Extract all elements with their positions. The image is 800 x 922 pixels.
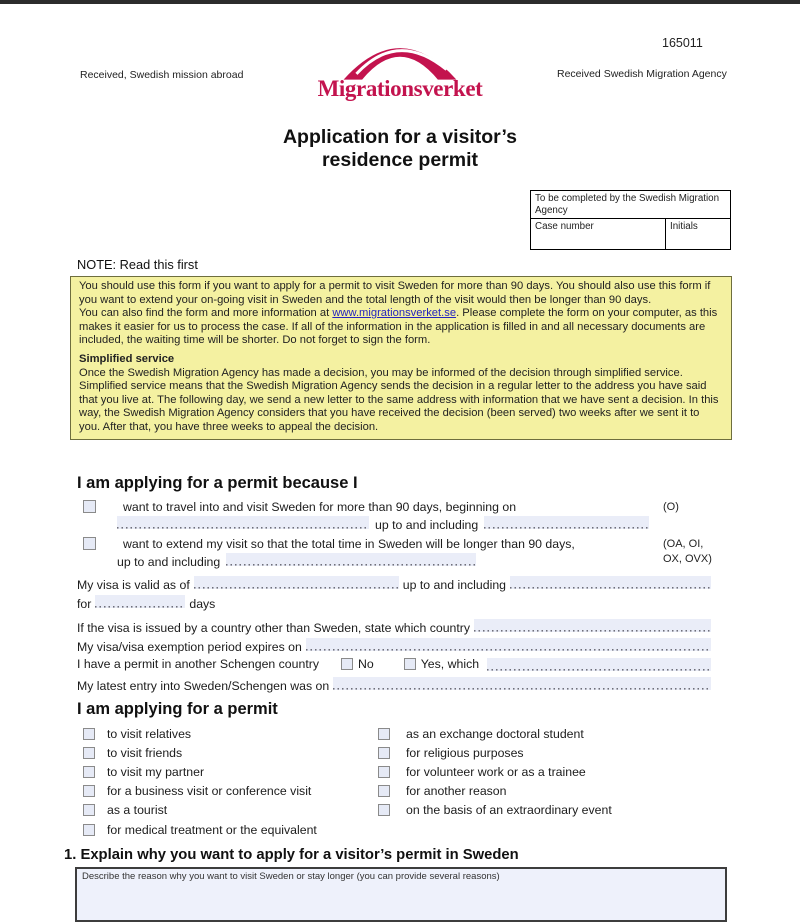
permit-item-label: for another reason (406, 784, 507, 799)
permit-item-visit-partner (77, 762, 372, 781)
permit-item-label: to visit friends (107, 745, 183, 760)
because-item2-code-line2: OX, OVX) (663, 553, 712, 565)
permit-heading: I am applying for a permit (77, 700, 278, 718)
permit-item-medical-treatment (77, 820, 372, 839)
permit-item-tourist (77, 801, 372, 820)
agency-use-box (530, 190, 731, 250)
note-label: NOTE: Read this first (77, 257, 198, 272)
note-p2-after: . Please complete the form on your computer, as this makes it easier for us to process the case. If all of the information in the application is filled in and all necessary documents are included, the waiting time will be shorter. Do not forget to sign the form. (79, 307, 718, 347)
field-latest-entry-date[interactable] (333, 677, 711, 690)
note-paragraph-3: Once the Swedish Migration Agency has made a decision, you may be informed of the decision through simplified service. Simplified service means that the Swedish Migration Agency sends the decision in a regular letter to the address you have said that you live at. The following day, we send a new letter to the same address with information that we have sent a decision. In this way, the Swedish Migration Agency considers that you have received the decision (been served) two weeks after we sent it to you. After that, you have three weeks to appeal the decision. (79, 366, 719, 433)
permit-item-doctoral-student (378, 724, 733, 743)
permit-item-business-visit (77, 782, 372, 801)
field-beginning-date[interactable] (117, 516, 369, 529)
migrationsverket-link[interactable]: www.migrationsverket.se (332, 307, 457, 320)
checkbox-another-reason[interactable] (378, 785, 390, 797)
checkbox-extraordinary-event[interactable] (378, 804, 390, 816)
permit-item-label: to visit my partner (107, 764, 205, 779)
because-item1-code: (O) (663, 501, 679, 513)
initials-cell[interactable]: Initials (670, 221, 698, 232)
checkbox-travel-visit-sweden[interactable] (83, 500, 96, 513)
note-box (70, 276, 732, 440)
checkbox-visit-partner[interactable] (83, 766, 95, 778)
because-item2-code (663, 537, 712, 567)
field-up-to-including-date[interactable] (484, 516, 649, 529)
checkbox-tourist[interactable] (83, 804, 95, 816)
title-line2: residence permit (321, 148, 479, 171)
note-p2-before: You can also find the form and more information at (79, 307, 333, 320)
permit-item-label: for a business visit or conference visit (107, 784, 312, 799)
schengen-yes-label: Yes, which (420, 657, 480, 671)
permit-left-column (77, 724, 372, 839)
permit-item-label: for religious purposes (406, 745, 524, 760)
field-visa-valid-from[interactable] (194, 576, 399, 589)
checkbox-schengen-yes[interactable] (404, 658, 416, 670)
field-visa-days[interactable] (95, 595, 185, 608)
received-mission-label: Received, Swedish mission abroad (80, 69, 244, 81)
checkbox-extend-visit[interactable] (83, 537, 96, 550)
field-visa-valid-to[interactable] (510, 576, 711, 589)
visa-valid-label: My visa is valid as of (77, 578, 190, 592)
section1-heading: 1. Explain why you want to apply for a visitor’s permit in Sweden (64, 847, 519, 863)
because-heading: I am applying for a permit because I (77, 474, 358, 492)
field-exemption-expiry[interactable] (306, 638, 711, 651)
checkbox-visit-friends[interactable] (83, 747, 95, 759)
permit-item-label: on the basis of an extraordinary event (406, 803, 612, 818)
note-paragraph-2 (79, 307, 723, 348)
visa-exemption-label: My visa/visa exemption period expires on (77, 640, 302, 654)
page-title (0, 126, 800, 171)
checkbox-medical-treatment[interactable] (83, 824, 95, 836)
permit-item-religious-purposes (378, 743, 733, 762)
permit-item-label: to visit relatives (107, 726, 192, 741)
visa-other-country-label: If the visa is issued by a country other than Sweden, state which country (77, 621, 471, 635)
checkbox-visit-relatives[interactable] (83, 728, 95, 740)
permit-item-visit-friends (77, 743, 372, 762)
permit-item-label: as an exchange doctoral student (406, 726, 584, 741)
simplified-service-heading: Simplified service (79, 352, 175, 365)
title-line1: Application for a visitor’s (282, 126, 518, 148)
window-top-edge (0, 0, 800, 4)
checkbox-doctoral-student[interactable] (378, 728, 390, 740)
migrationsverket-logo (0, 31, 800, 102)
permit-item-label: as a tourist (107, 803, 168, 818)
checkbox-volunteer-trainee[interactable] (378, 766, 390, 778)
latest-entry-label: My latest entry into Sweden/Schengen was on (77, 679, 330, 693)
because-item2-line2-label: up to and including (117, 555, 221, 569)
case-number-cell[interactable]: Case number (531, 219, 666, 249)
section-applying-because (77, 474, 737, 570)
permit-item-volunteer-trainee (378, 762, 733, 781)
visa-days-label: days (189, 597, 216, 611)
form-number: 165011 (662, 36, 703, 50)
reason-hint-label: Describe the reason why you want to visit Sweden or stay longer (you can provide several reasons) (82, 871, 500, 882)
because-item1-label: want to travel into and visit Sweden for more than 90 days, beginning on (123, 500, 517, 514)
logo-arch-icon (338, 31, 462, 81)
permit-item-another-reason (378, 782, 733, 801)
checkbox-schengen-no[interactable] (341, 658, 353, 670)
because-item2-label: want to extend my visit so that the total time in Sweden will be longer than 90 days, (123, 537, 575, 551)
field-issuing-country[interactable] (474, 619, 711, 632)
schengen-permit-label: I have a permit in another Schengen country (77, 657, 319, 671)
because-item1-mid-label: up to and including (375, 518, 479, 532)
schengen-no-label: No (358, 657, 374, 671)
checkbox-religious-purposes[interactable] (378, 747, 390, 759)
visa-for-label: for (77, 597, 92, 611)
permit-right-column (378, 724, 733, 820)
logo-wordmark: Migrationsverket (317, 76, 483, 101)
received-agency-label: Received Swedish Migration Agency (557, 68, 727, 80)
permit-item-label: for medical treatment or the equivalent (107, 822, 317, 837)
permit-item-visit-relatives (77, 724, 372, 743)
checkbox-business-visit[interactable] (83, 785, 95, 797)
permit-item-label: for volunteer work or as a trainee (406, 764, 586, 779)
note-paragraph-1: You should use this form if you want to apply for a permit to visit Sweden for more than 90 days. You should also use this form if you want to extend your on-going visit in Sweden and the total length of the visit would then be longer than 90 days. (79, 280, 711, 306)
visa-valid-mid-label: up to and including (402, 578, 507, 592)
section-applying-for-permit (77, 700, 737, 837)
field-extend-up-to-date[interactable] (226, 553, 476, 566)
field-schengen-which-country[interactable] (487, 658, 711, 671)
agency-box-header: To be completed by the Swedish Migration Agency (531, 191, 730, 219)
permit-item-extraordinary-event (378, 801, 733, 820)
because-item2-code-line1: (OA, OI, (663, 538, 704, 550)
reason-textarea[interactable] (75, 867, 727, 922)
